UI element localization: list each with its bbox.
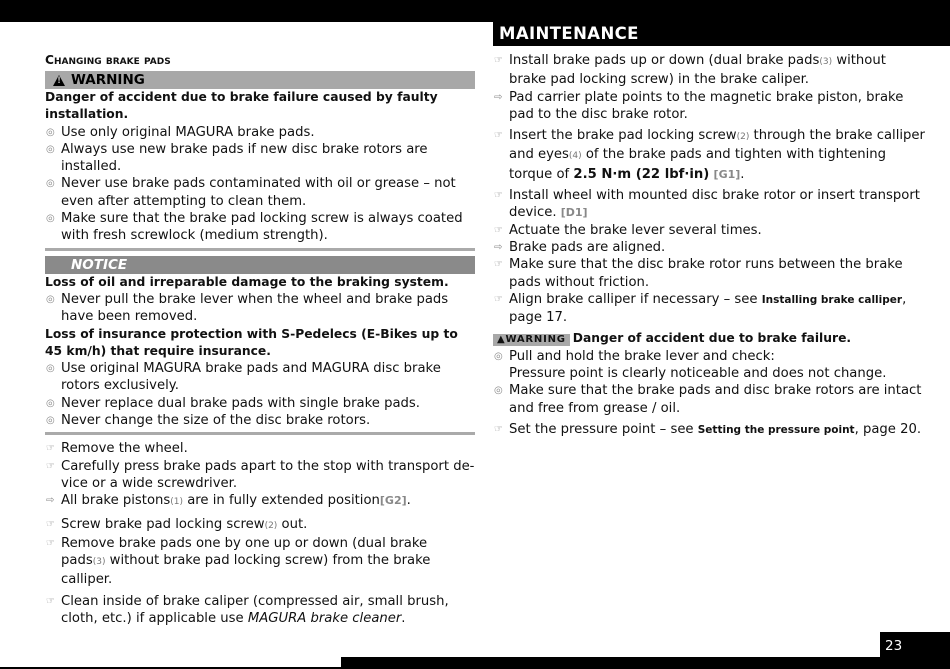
pointing-hand-icon: ☞	[46, 537, 55, 549]
circle-bullet-icon: ◎	[46, 363, 55, 375]
cross-reference: Installing brake calliper	[761, 293, 903, 306]
pointing-hand-icon: ☞	[494, 293, 503, 305]
circle-bullet-icon: ◎	[46, 178, 55, 190]
circle-bullet-icon: ◎	[46, 143, 55, 155]
step-item: ☞ Set the pressure point – see Setting the pressure point, page 20.	[494, 421, 922, 437]
step-item: ☞ Remove brake pads one by one up or down (dual brake pads(3) without brake pad locking screw) from the brake calliper.	[46, 535, 431, 588]
list-item: ◎ Use original MAGURA brake pads and MAGURA disc brake rotors exclusively.	[46, 361, 441, 394]
list-item: ◎ Always use new brake pads if new disc brake rotors are installed.	[46, 141, 428, 175]
result-item: ⇨ All brake pistons(1) are in fully extended position[G2].	[46, 493, 411, 509]
divider	[45, 432, 475, 435]
list-item: ◎ Make sure that the brake pad locking screw is always coated with fresh screwlock (medium strength).	[46, 211, 463, 244]
step-item: ☞ Make sure that the disc brake rotor runs between the brake pads without friction.	[494, 257, 903, 290]
circle-bullet-icon: ◎	[46, 213, 55, 225]
step-item: ☞ Screw brake pad locking screw(2) out.	[46, 516, 308, 532]
warning-label: WARNING	[71, 72, 145, 88]
bottom-bar	[341, 657, 950, 669]
step-item: ☞ Remove the wheel.	[46, 441, 188, 457]
list-item: ◎ Never replace dual brake pads with single brake pads.	[46, 395, 420, 411]
pointing-hand-icon: ☞	[46, 518, 55, 530]
pointing-hand-icon: ☞	[46, 443, 55, 455]
pointing-hand-icon: ☞	[46, 460, 55, 472]
list-item: ◎ Never pull the brake lever when the wheel and brake pads have been removed.	[46, 291, 449, 325]
warning-heading: Danger of accident due to brake failure caused by faulty installation.	[45, 90, 438, 122]
notice-bar: NOTICE	[45, 256, 475, 274]
circle-bullet-icon: ◎	[494, 385, 503, 397]
arrow-right-icon: ⇨	[494, 91, 503, 103]
circle-bullet-icon: ◎	[46, 397, 55, 409]
pointing-hand-icon: ☞	[46, 595, 55, 607]
list-item: ◎ Pull and hold the brake lever and check: Pressure point is clearly noticeable and does not change.	[494, 348, 887, 382]
step-item: ☞ Carefully press brake pads apart to the stop with transport de-vice or a wide screwdriver.	[46, 458, 475, 491]
step-item: ☞ Install brake pads up or down (dual brake pads(3) without brake pad locking screw) in the brake caliper.	[494, 53, 886, 88]
step-item: ☞ Clean inside of brake caliper (compressed air, small brush, cloth, etc.) if applicable use MAGURA brake cleaner.	[46, 593, 449, 627]
cross-reference: Setting the pressure point	[697, 423, 855, 436]
circle-bullet-icon: ◎	[46, 415, 55, 427]
step-item: ☞ Actuate the brake lever several times.	[494, 222, 762, 238]
top-bar	[0, 0, 950, 22]
section-header: MAINTENANCE	[493, 22, 950, 46]
list-item: ◎ Make sure that the brake pads and disc brake rotors are intact and free from grease / oil.	[494, 383, 922, 416]
pointing-hand-icon: ☞	[494, 130, 503, 142]
circle-bullet-icon: ◎	[46, 293, 55, 305]
divider	[45, 248, 475, 251]
pointing-hand-icon: ☞	[494, 259, 503, 271]
step-item: ☞ Align brake calliper if necessary – see Installing brake calliper, page 17.	[494, 291, 907, 326]
arrow-right-icon: ⇨	[494, 241, 503, 253]
notice-heading-oil: Loss of oil and irreparable damage to the braking system.	[45, 274, 449, 289]
pointing-hand-icon: ☞	[494, 55, 503, 66]
right-column	[493, 52, 927, 439]
pointing-hand-icon: ☞	[494, 190, 503, 202]
list-item: ◎ Never use brake pads contaminated with oil or grease – not even after attempting to clean them.	[46, 176, 456, 209]
pointing-hand-icon: ☞	[494, 423, 503, 435]
section-title: Changing brake pads	[45, 53, 171, 67]
pointing-hand-icon: ☞	[494, 224, 503, 236]
circle-bullet-icon: ◎	[494, 350, 503, 362]
warning-badge: ▲WARNING	[493, 334, 570, 346]
page-number: 23	[880, 632, 950, 657]
warning-bar	[45, 71, 475, 89]
step-item: ☞ Install wheel with mounted disc brake rotor or insert transport device. [D1]	[494, 188, 920, 221]
inline-warning: ▲WARNING Danger of accident due to brake failure.	[493, 330, 927, 347]
list-item: ◎ Never change the size of the disc brake rotors.	[46, 413, 371, 429]
notice-heading-insurance: Loss of insurance protection with S-Pedelecs (E-Bikes up to 45 km/h) that require insurance.	[45, 326, 458, 358]
list-item: ◎ Use only original MAGURA brake pads.	[46, 124, 315, 140]
arrow-right-icon: ⇨	[46, 495, 55, 507]
warning-triangle-icon	[53, 75, 65, 86]
circle-bullet-icon: ◎	[46, 126, 55, 138]
result-item: ⇨ Brake pads are aligned.	[494, 239, 666, 255]
result-item: ⇨ Pad carrier plate points to the magnetic brake piston, brake pad to the disc brake rotor.	[494, 89, 904, 122]
left-column	[45, 52, 475, 627]
step-item: ☞ Insert the brake pad locking screw(2) through the brake calliper and eyes(4) of the brake pads and tighten with tightening torque of 2.5 N·m (22 lbf·in) [G1].	[494, 128, 925, 182]
